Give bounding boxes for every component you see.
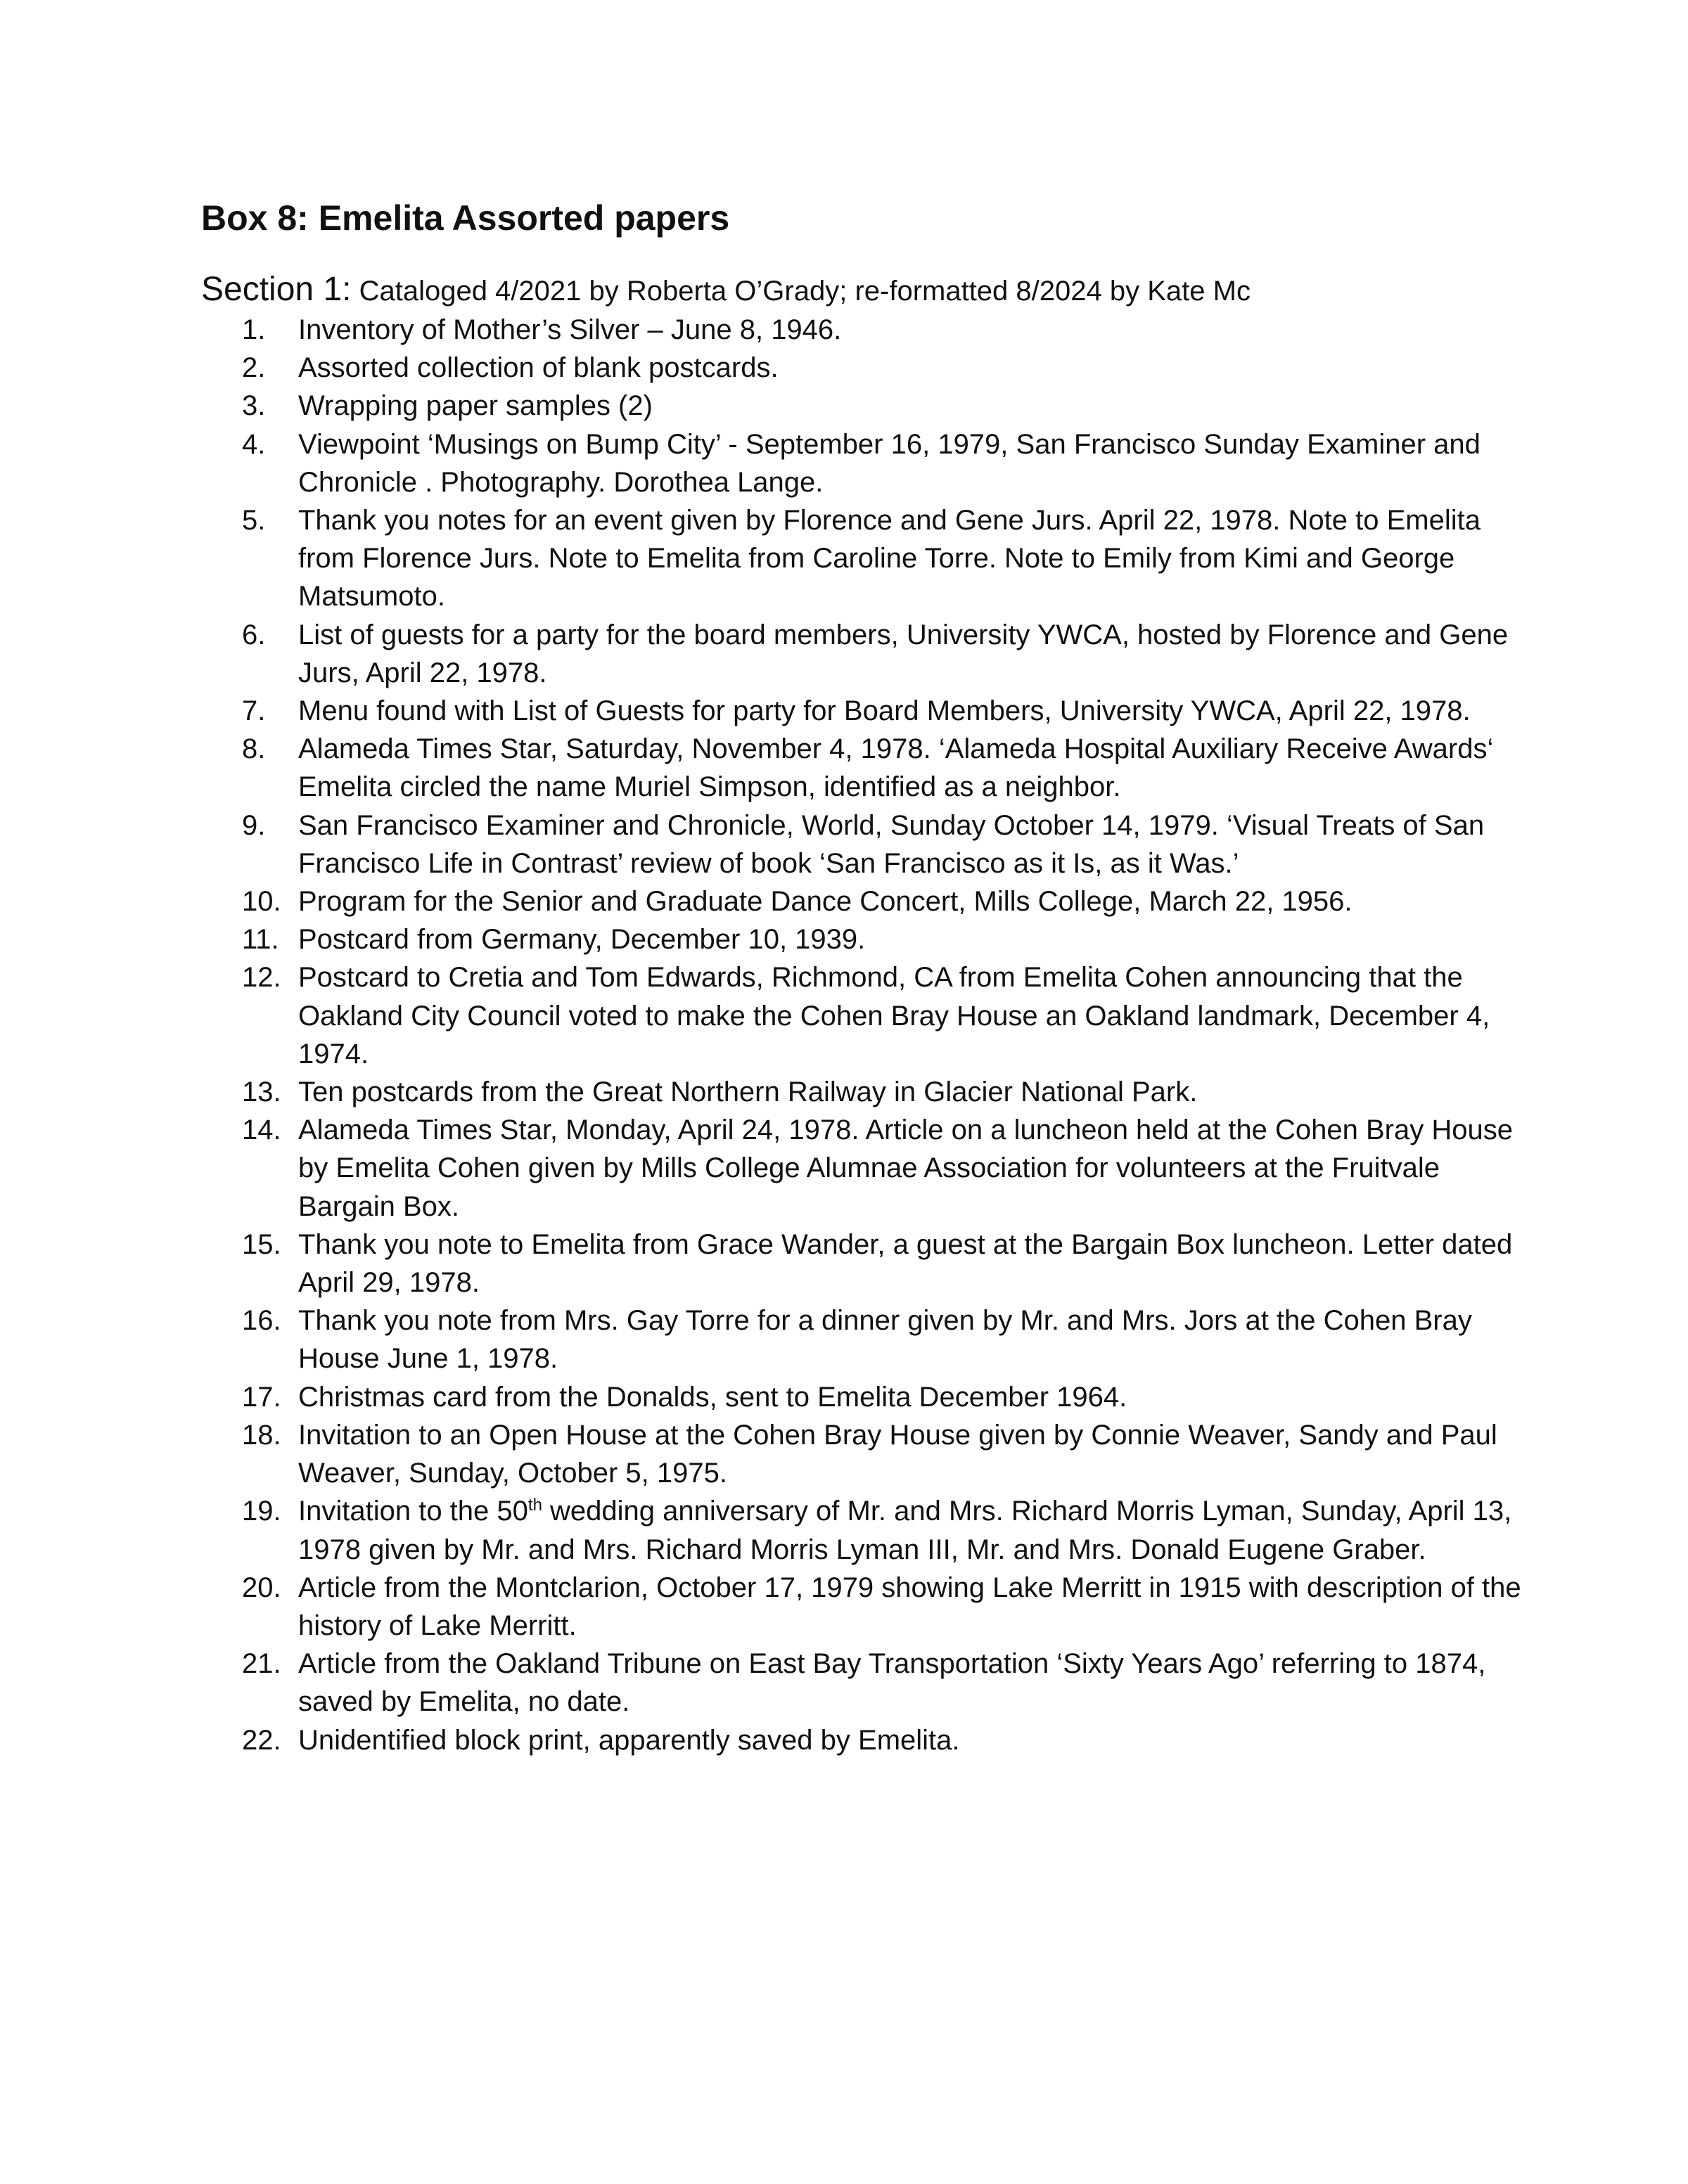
- item-number: 4.: [242, 428, 266, 460]
- list-item: [201, 807, 1523, 882]
- item-number: 19.: [242, 1496, 281, 1527]
- item-number: 5.: [242, 505, 266, 537]
- item-number: 18.: [242, 1419, 281, 1451]
- item-number: 1.: [242, 314, 266, 345]
- list-item: [201, 1302, 1523, 1377]
- list-item: [201, 311, 1523, 349]
- item-text: Thank you notes for an event given by Florence and Gene Jurs. April 22, 1978. Note to Emelita from Florence Jurs. Note to Emelita from Caroline Torre. Note to Emily from Kimi and George Matsumoto.: [298, 505, 1481, 612]
- list-item: [201, 501, 1523, 616]
- item-number: 10.: [242, 886, 281, 918]
- item-text: [298, 1496, 1511, 1565]
- item-text: Article from the Montclarion, October 17, 1979 showing Lake Merritt in 1915 with description of the history of Lake Merritt.: [298, 1572, 1521, 1641]
- item-text: List of guests for a party for the board members, University YWCA, hosted by Florence and Gene Jurs, April 22, 1978.: [298, 619, 1509, 688]
- item-number: 6.: [242, 619, 266, 650]
- item-text: Alameda Times Star, Monday, April 24, 1978. Article on a luncheon held at the Cohen Bray House by Emelita Cohen given by Mills College Alumnae Association for volunteers at the Fruitvale Bargain Box.: [298, 1115, 1513, 1222]
- item-text: Assorted collection of blank postcards.: [298, 352, 779, 384]
- list-item: [201, 1111, 1523, 1226]
- item-text: Christmas card from the Donalds, sent to Emelita December 1964.: [298, 1381, 1127, 1413]
- item-text-end: wedding anniversary of Mr. and Mrs. Richard Morris Lyman, Sunday, April 13, 1978 given by Mr. and Mrs. Richard Morris Lyman III, Mr. and Mrs. Donald Eugene Graber.: [298, 1496, 1512, 1565]
- item-text: Alameda Times Star, Saturday, November 4, 1978. ‘Alameda Hospital Auxiliary Receive Awards‘ Emelita circled the name Muriel Simpson, identified as a neighbor.: [298, 733, 1494, 803]
- item-number: 14.: [242, 1115, 281, 1146]
- item-text: Inventory of Mother’s Silver – June 8, 1946.: [298, 314, 842, 345]
- item-number: 11.: [242, 924, 279, 956]
- item-number: 20.: [242, 1572, 281, 1603]
- item-number: 2.: [242, 352, 266, 384]
- list-item: [201, 1569, 1523, 1645]
- list-item: [201, 882, 1523, 920]
- list-item: [201, 1073, 1523, 1111]
- item-text: Wrapping paper samples (2): [298, 390, 653, 422]
- item-text: Menu found with List of Guests for party for Board Members, University YWCA, April 22, 1978.: [298, 695, 1471, 727]
- list-item: [201, 349, 1523, 387]
- item-number: 16.: [242, 1305, 281, 1337]
- list-item: [201, 616, 1523, 692]
- item-number: 12.: [242, 962, 281, 994]
- item-number: 9.: [242, 809, 266, 841]
- item-number: 21.: [242, 1648, 281, 1680]
- item-text: Thank you note to Emelita from Grace Wander, a guest at the Bargain Box luncheon. Letter dated April 29, 1978.: [298, 1228, 1513, 1299]
- list-item: [201, 1645, 1523, 1721]
- list-item: [201, 1378, 1523, 1416]
- list-item: [201, 425, 1523, 501]
- list-item: [201, 1416, 1523, 1492]
- item-text: Postcard from Germany, December 10, 1939.: [298, 924, 866, 956]
- item-number: 13.: [242, 1077, 281, 1108]
- item-number: 7.: [242, 695, 266, 727]
- section-label: Section 1:: [201, 271, 352, 308]
- item-text: Postcard to Cretia and Tom Edwards, Richmond, CA from Emelita Cohen announcing that the Oakland City Council voted to make the Cohen Bray House an Oakland landmark, December 4, 1974.: [298, 962, 1490, 1069]
- item-text: Viewpoint ‘Musings on Bump City’ - September 16, 1979, San Francisco Sunday Examiner and Chronicle . Photography. Dorothea Lange.: [298, 428, 1481, 498]
- list-item: [201, 387, 1523, 425]
- document-title: Box 8: Emelita Assorted papers: [201, 198, 730, 238]
- item-text: Article from the Oakland Tribune on East Bay Transportation ‘Sixty Years Ago’ referring to 1874, saved by Emelita, no date.: [298, 1648, 1486, 1718]
- list-item: [201, 958, 1523, 1073]
- item-number: 15.: [242, 1228, 281, 1260]
- section-heading: [201, 270, 1523, 311]
- section-catalog-note: Cataloged 4/2021 by Roberta O’Grady; re-formatted 8/2024 by Kate Mc: [351, 276, 1251, 307]
- item-text: Ten postcards from the Great Northern Railway in Glacier National Park.: [298, 1077, 1198, 1108]
- item-number: 3.: [242, 390, 266, 422]
- list-item: [201, 1721, 1523, 1759]
- item-text-start: Invitation to the 50: [298, 1496, 528, 1527]
- item-text: Unidentified block print, apparently saved by Emelita.: [298, 1724, 960, 1756]
- list-item: [201, 730, 1523, 806]
- list-item: [201, 920, 1523, 958]
- item-number: 22.: [242, 1724, 281, 1756]
- list-item: [201, 1492, 1523, 1568]
- item-text: Thank you note from Mrs. Gay Torre for a dinner given by Mr. and Mrs. Jors at the Cohen Bray House June 1, 1978.: [298, 1305, 1472, 1375]
- list-item: [201, 1226, 1523, 1302]
- item-list: [201, 311, 1523, 1759]
- item-text: Invitation to an Open House at the Cohen Bray House given by Connie Weaver, Sandy and Paul Weaver, Sunday, October 5, 1975.: [298, 1419, 1497, 1489]
- item-number: 17.: [242, 1381, 281, 1413]
- document-page: [201, 197, 1523, 1759]
- item-text: San Francisco Examiner and Chronicle, World, Sunday October 14, 1979. ‘Visual Treats of San Francisco Life in Contrast’ review of book ‘San Francisco as it Is, as it Was.’: [298, 809, 1485, 879]
- ordinal-superscript: th: [528, 1496, 542, 1515]
- list-item: [201, 692, 1523, 730]
- item-text: Program for the Senior and Graduate Dance Concert, Mills College, March 22, 1956.: [298, 886, 1353, 918]
- item-number: 8.: [242, 733, 266, 765]
